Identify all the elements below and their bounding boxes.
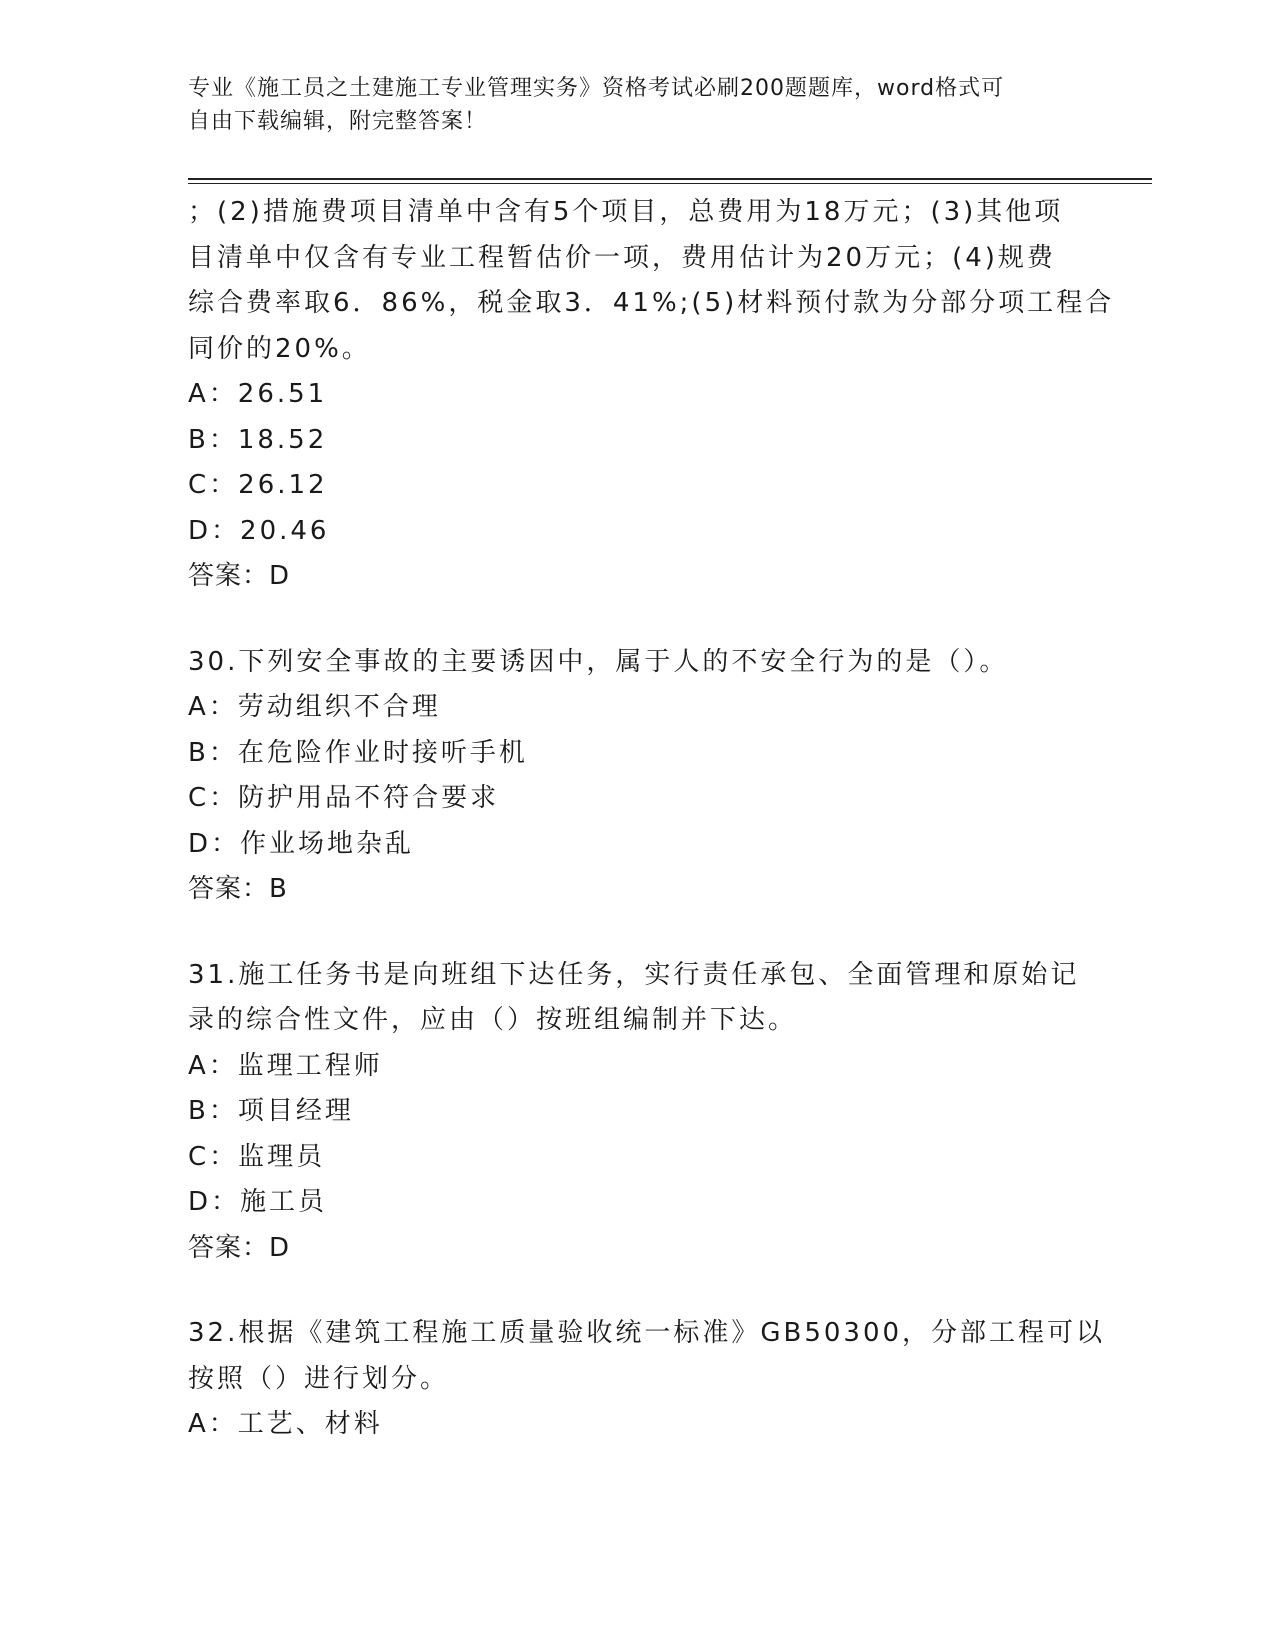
question-content xyxy=(188,190,1115,1488)
question-stem-line: 同价的20%。 xyxy=(188,333,371,364)
option-a: A：26.51 xyxy=(188,379,328,409)
header-line-1: 专业《施工员之土建施工专业管理实务》资格考试必刷200题题库，word格式可 xyxy=(188,76,1005,101)
option-d: D：20.46 xyxy=(188,515,330,546)
answer-line: 答案：D xyxy=(188,561,291,591)
option-c: C：防护用品不符合要求 xyxy=(188,783,500,813)
question-30 xyxy=(188,640,1088,913)
answer-line: 答案：D xyxy=(188,1232,291,1263)
option-a: A：工艺、材料 xyxy=(188,1409,383,1439)
header-line-2: 自由下载编辑，附完整答案！ xyxy=(188,109,488,134)
question-stem-line: ；(2)措施费项目清单中含有5个项目，总费用为18万元；(3)其他项 xyxy=(188,197,1064,227)
answer-line: 答案：B xyxy=(188,874,288,904)
header-divider-thin xyxy=(188,183,1152,184)
option-d: D：作业场地杂乱 xyxy=(188,828,415,859)
header-divider-thick xyxy=(188,178,1152,180)
option-b: B：项目经理 xyxy=(188,1096,354,1126)
question-stem-line: 31.施工任务书是向班组下达任务，实行责任承包、全面管理和原始记 xyxy=(188,959,1080,990)
document-header xyxy=(188,72,1068,138)
option-a: A：监理工程师 xyxy=(188,1050,383,1081)
option-a: A：劳动组织不合理 xyxy=(188,692,441,722)
question-32 xyxy=(188,1311,1106,1448)
question-stem-line: 目清单中仅含有专业工程暂估价一项，费用估计为20万元；(4)规费 xyxy=(188,242,1056,273)
question-stem-line: 32.根据《建筑工程施工质量验收统一标准》GB50300，分部工程可以 xyxy=(188,1318,1106,1348)
option-c: C：26.12 xyxy=(188,470,328,500)
question-31 xyxy=(188,953,1088,1272)
question-stem-line: 30.下列安全事故的主要诱因中，属于人的不安全行为的是（）。 xyxy=(188,646,1009,677)
question-stem-line: 录的综合性文件，应由（）按班组编制并下达。 xyxy=(188,1005,798,1035)
question-stem-line: 综合费率取6．86%，税金取3．41%;(5)材料预付款为分部分项工程合 xyxy=(188,288,1115,318)
option-c: C：监理员 xyxy=(188,1141,326,1172)
question-29-continued xyxy=(188,190,1115,600)
option-b: B：18.52 xyxy=(188,424,328,455)
option-d: D：施工员 xyxy=(188,1187,328,1217)
option-b: B：在危险作业时接听手机 xyxy=(188,737,528,768)
question-stem-line: 按照（）进行划分。 xyxy=(188,1363,450,1394)
